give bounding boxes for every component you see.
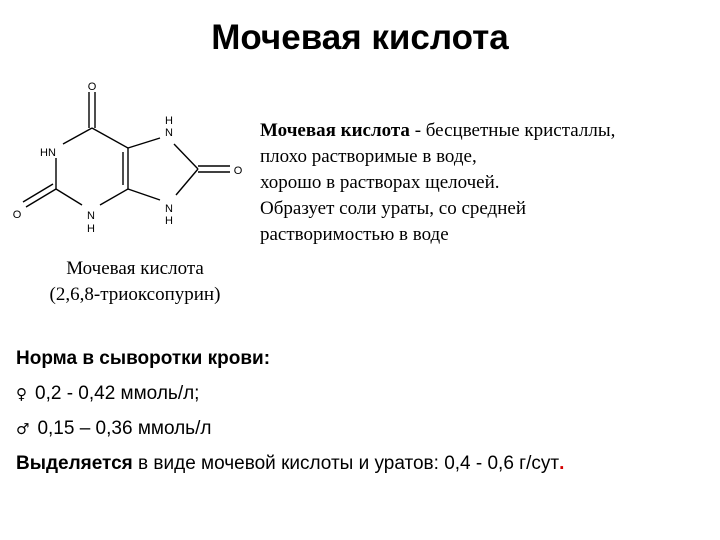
atom-n-bottom: N xyxy=(87,210,95,222)
norm-female-value: 0,2 - 0,42 ммоль/л; xyxy=(35,383,200,404)
bond-n9-c4 xyxy=(128,189,160,200)
structure-caption xyxy=(0,256,270,308)
description-line-2: плохо растворимые в воде, xyxy=(260,146,477,167)
description-term: Мочевая кислота xyxy=(260,120,410,141)
atom-h-bottom: H xyxy=(87,223,95,235)
excretion-text: в виде мочевой кислоты и уратов: 0,4 - 0,6 г/сут xyxy=(132,453,560,474)
atom-o-left: O xyxy=(12,209,22,221)
bond-c5-n7 xyxy=(128,138,160,148)
page-title: Мочевая кислота xyxy=(211,18,509,57)
norm-female-row xyxy=(16,381,716,416)
excretion-dot: . xyxy=(559,453,565,474)
description-line-4: Образует соли ураты, со средней xyxy=(260,198,526,219)
description-line-5: растворимостью в воде xyxy=(260,224,449,245)
norm-block xyxy=(16,346,716,486)
bond-n7-c8 xyxy=(174,144,198,169)
atom-n-top-right: N xyxy=(165,127,173,139)
bond-c8-n9 xyxy=(176,169,198,195)
excretion-label: Выделяется xyxy=(16,453,133,474)
caption-systematic-name: (2,6,8-триоксопурин) xyxy=(49,284,221,305)
atom-h-top-right: H xyxy=(165,115,173,127)
norm-heading: Норма в сыворотки крови: xyxy=(16,348,271,369)
atom-h-bottom-right: H xyxy=(165,215,173,227)
bond-c6-n1 xyxy=(63,128,92,144)
norm-male-value: 0,15 – 0,36 ммоль/л xyxy=(37,418,212,439)
description-block xyxy=(260,118,720,248)
atom-o-top: O xyxy=(87,81,97,93)
description-line-1 xyxy=(260,118,720,144)
norm-male-row xyxy=(16,416,716,451)
bond-n3-c4 xyxy=(100,189,128,205)
description-line-1-text: - бесцветные кристаллы, xyxy=(409,120,616,141)
atom-o-right: O xyxy=(233,165,243,177)
bond-c2-n3 xyxy=(56,189,82,205)
atom-hn: HN xyxy=(40,147,56,159)
uric-acid-structure-diagram xyxy=(0,70,270,250)
female-symbol-icon: ♀ xyxy=(16,385,27,403)
male-symbol-icon: ♂ xyxy=(16,420,30,438)
bond-c5-c6 xyxy=(92,128,128,148)
description-line-3: хорошо в растворах щелочей. xyxy=(260,172,500,193)
caption-name: Мочевая кислота xyxy=(66,258,204,279)
excretion-row xyxy=(16,451,716,486)
atom-n-bottom-right: N xyxy=(165,203,173,215)
